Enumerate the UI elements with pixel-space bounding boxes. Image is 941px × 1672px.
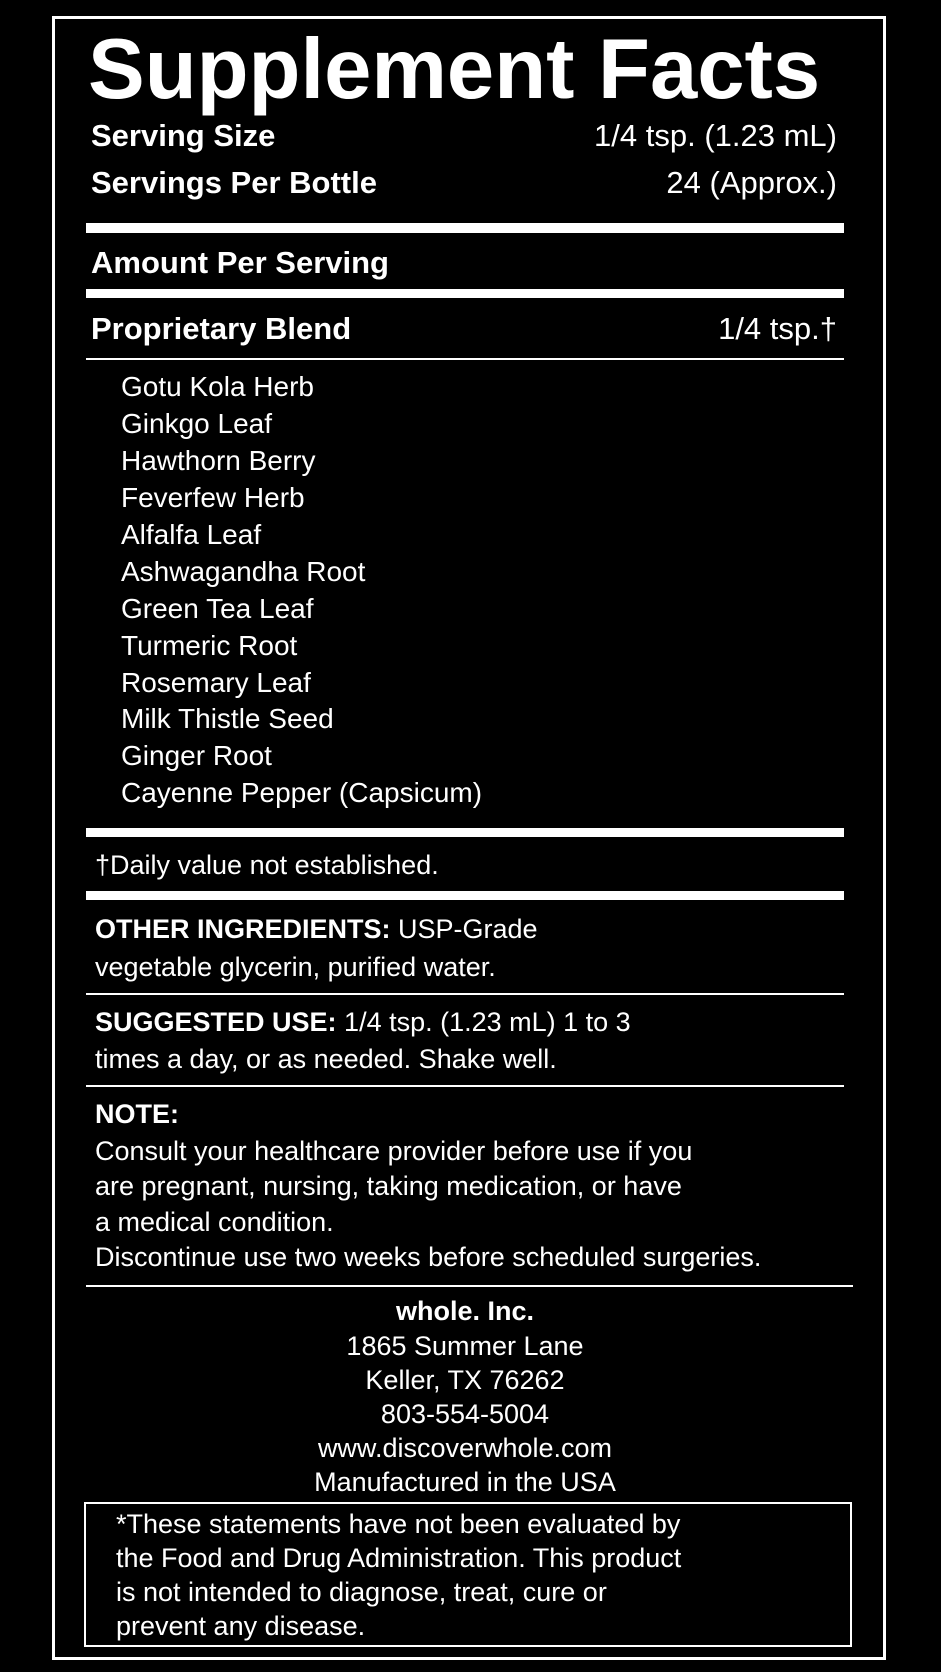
suggested-use-label: SUGGESTED USE:: [95, 1007, 337, 1037]
thin-divider: [86, 1085, 844, 1087]
ingredient-item: Rosemary Leaf: [121, 667, 311, 698]
ingredient-item: Ashwagandha Root: [121, 556, 366, 587]
ingredient-item: Alfalfa Leaf: [121, 519, 262, 550]
suggested-use-text: times a day, or as needed. Shake well.: [95, 1044, 557, 1074]
note-label: NOTE:: [95, 1099, 179, 1129]
other-ingredients-text: USP-Grade: [390, 914, 538, 944]
ingredient-item: Ginger Root: [121, 740, 272, 771]
ingredient-item: Cayenne Pepper (Capsicum): [121, 777, 483, 808]
manufacturing-origin: Manufactured in the USA: [314, 1467, 616, 1497]
ingredient-item: Milk Thistle Seed: [121, 703, 334, 734]
other-ingredients-label: OTHER INGREDIENTS:: [95, 914, 391, 944]
note-line: are pregnant, nursing, taking medication, or have: [95, 1171, 682, 1201]
company-city: Keller, TX 76262: [365, 1365, 565, 1395]
ingredient-item: Turmeric Root: [121, 630, 298, 661]
proprietary-blend-amount: 1/4 tsp.†: [718, 311, 837, 346]
disclaimer-line: is not intended to diagnose, treat, cure or: [116, 1577, 607, 1607]
ingredient-item: Ginkgo Leaf: [121, 408, 272, 439]
other-ingredients-text: vegetable glycerin, purified water.: [95, 952, 496, 982]
thin-divider: [86, 1285, 853, 1287]
company-name: whole. Inc.: [395, 1296, 535, 1326]
company-phone: 803-554-5004: [380, 1399, 550, 1429]
note-line: a medical condition.: [95, 1207, 334, 1237]
serving-size-label: Serving Size: [91, 118, 276, 153]
ingredient-item: Hawthorn Berry: [121, 445, 316, 476]
disclaimer-line: the Food and Drug Administration. This product: [116, 1543, 682, 1573]
thick-divider: [86, 223, 844, 233]
ingredient-item: Feverfew Herb: [121, 482, 305, 513]
servings-per-bottle-value: 24 (Approx.): [666, 165, 837, 200]
daily-value-note: †Daily value not established.: [95, 850, 439, 880]
company-website: www.discoverwhole.com: [317, 1433, 613, 1463]
servings-per-bottle-label: Servings Per Bottle: [91, 165, 377, 200]
disclaimer-line: *These statements have not been evaluated by: [116, 1509, 681, 1539]
ingredient-item: Gotu Kola Herb: [121, 371, 314, 402]
thin-divider: [86, 358, 844, 360]
note-line: Discontinue use two weeks before scheduled surgeries.: [95, 1242, 762, 1272]
thick-divider: [86, 891, 844, 900]
note-line: Consult your healthcare provider before use if you: [95, 1136, 693, 1166]
serving-size-value: 1/4 tsp. (1.23 mL): [594, 118, 837, 153]
suggested-use-text: 1/4 tsp. (1.23 mL) 1 to 3: [336, 1007, 631, 1037]
thin-divider: [86, 993, 844, 995]
thick-divider: [86, 828, 844, 837]
disclaimer-line: prevent any disease.: [116, 1611, 366, 1641]
label-title: Supplement Facts: [88, 22, 821, 117]
amount-per-serving-heading: Amount Per Serving: [91, 245, 389, 280]
suggested-use-line: [95, 1006, 631, 1038]
other-ingredients-line: [95, 913, 538, 945]
company-street: 1865 Summer Lane: [346, 1331, 584, 1361]
thick-divider: [86, 289, 844, 298]
ingredient-item: Green Tea Leaf: [121, 593, 314, 624]
proprietary-blend-label: Proprietary Blend: [91, 311, 352, 346]
